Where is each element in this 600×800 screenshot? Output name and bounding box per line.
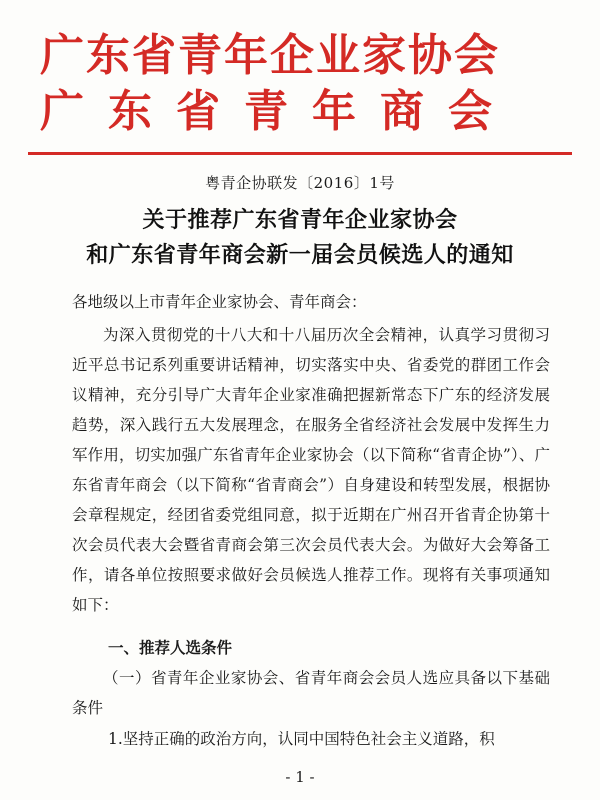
page-number: - 1 - — [285, 768, 315, 786]
letterhead-red-rule — [28, 152, 572, 155]
document-title-line-1: 关于推荐广东省青年企业家协会 — [142, 208, 458, 233]
paragraph-basic-conditions: （一）省青年企业家协会、省青年商会会员人选应具备以下基础条件 — [72, 669, 550, 717]
list-item-1: 1.坚持正确的政治方向，认同中国特色社会主义道路，积 — [108, 730, 495, 748]
section-heading-1: 一、推荐人选条件 — [108, 639, 233, 657]
letterhead-org-name-2: 广东省青年商会 — [40, 86, 516, 137]
salutation: 各地级以上市青年企业家协会、青年商会： — [72, 293, 367, 311]
document-number: 粤青企协联发〔2016〕1号 — [205, 174, 395, 192]
document-title-line-2: 和广东省青年商会新一届会员候选人的通知 — [86, 243, 514, 268]
letterhead-org-name-1: 广东省青年企业家协会 — [40, 30, 500, 81]
paragraph-intro: 为深入贯彻党的十八大和十八届历次全会精神，认真学习贯彻习近平总书记系列重要讲话精神，切实落实中央、省委党的群团工作会议精神，充分引导广大青年企业家准确把握新常态下广东的经济发展趋势，深入践行五大发展理念，在服务全省经济社会发展中发挥生力军作用，切实加强广东省青年企业家协会（以下简称“省青企协”）、广东省青年商会（以下简称“省青商会”）自身建设和转型发展，根据协会章程规定，经团省委党组同意，拟于近期在广州召开省青企协第十次会员代表大会暨省青商会第三次会员代表大会。为做好大会筹备工作，请各单位按照要求做好会员候选人推荐工作。现将有关事项通知如下： — [72, 326, 550, 614]
